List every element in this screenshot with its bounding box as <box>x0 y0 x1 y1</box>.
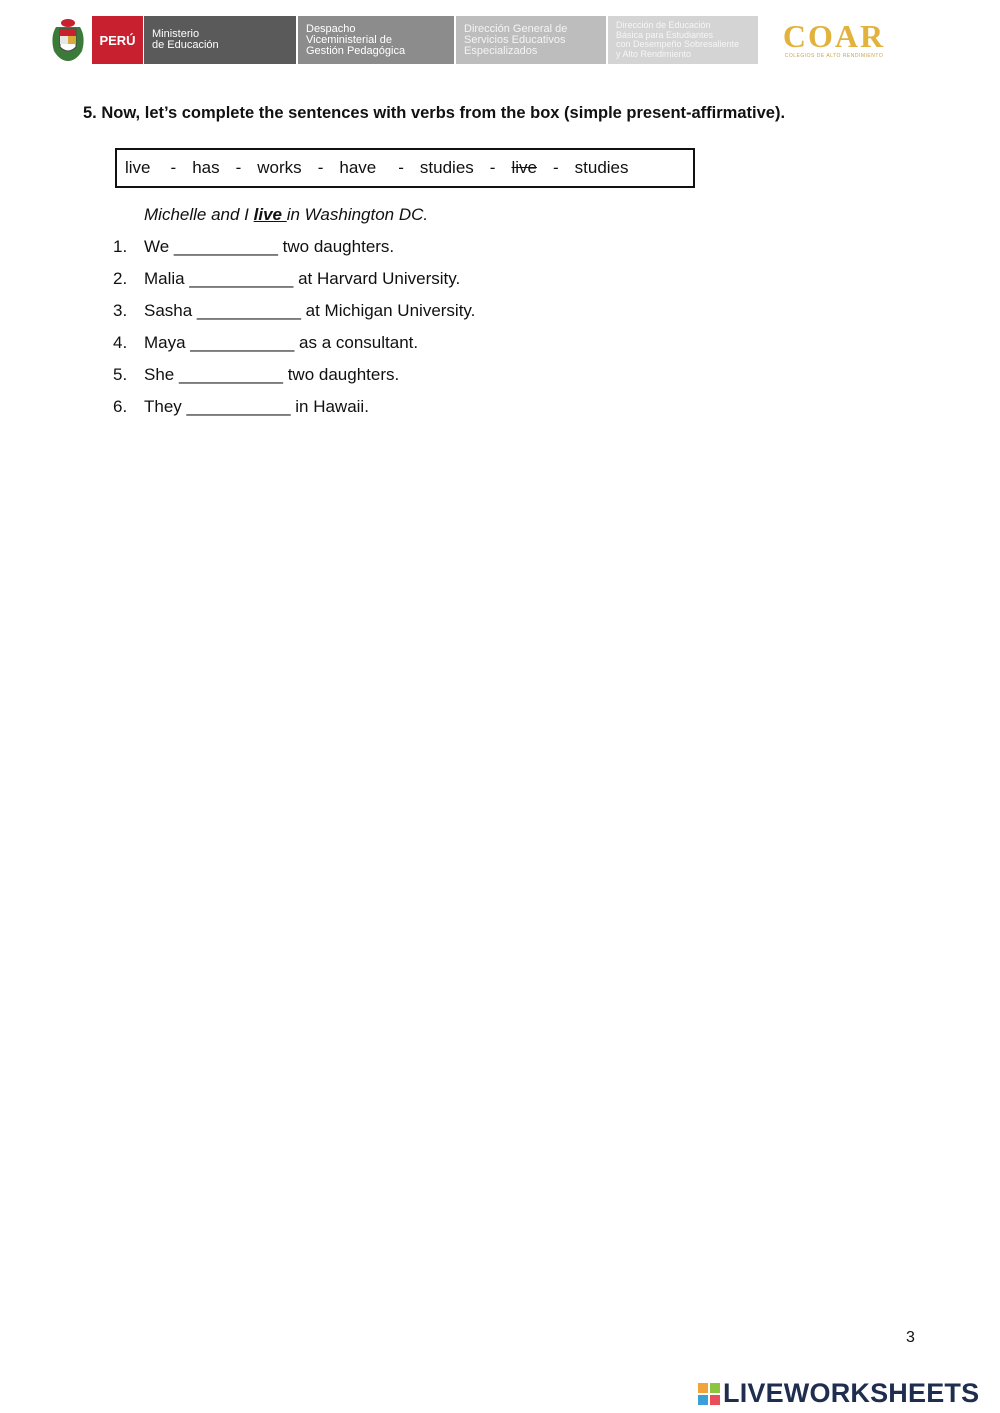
list-item <box>113 333 475 365</box>
verb-option: live <box>125 158 151 177</box>
logo-square <box>698 1395 708 1405</box>
example-text-before: Michelle and I <box>144 205 254 224</box>
example-sentence <box>144 205 428 225</box>
peru-coat-of-arms-icon <box>46 16 90 64</box>
list-item <box>113 397 475 429</box>
verb-box <box>115 148 695 188</box>
peru-label: PERÚ <box>92 16 144 64</box>
logo-square <box>710 1395 720 1405</box>
ministry-label: Ministerio de Educación <box>144 16 296 64</box>
verb-separator: - <box>170 158 177 177</box>
item-sentence[interactable]: Sasha ___________ at Michigan University. <box>144 301 476 320</box>
verb-separator: - <box>489 158 496 177</box>
coar-tagline: COLEGIOS DE ALTO RENDIMIENTO <box>784 53 884 59</box>
list-item <box>113 301 475 333</box>
coar-wordmark: COAR <box>782 18 886 54</box>
exercise-instruction: 5. Now, let’s complete the sentences with verbs from the box (simple present-affirmative). <box>83 104 786 122</box>
item-number: 4. <box>113 333 128 352</box>
verb-option: studies <box>574 158 629 177</box>
verb-option: works <box>257 158 302 177</box>
verb-separator: - <box>552 158 559 177</box>
item-number: 3. <box>113 301 128 320</box>
logo-square <box>710 1383 720 1393</box>
verb-separator: - <box>398 158 404 177</box>
verb-separator: - <box>235 158 242 177</box>
item-sentence[interactable]: She ___________ two daughters. <box>144 365 400 384</box>
list-item <box>113 269 475 301</box>
page-number: 3 <box>906 1329 915 1346</box>
item-sentence[interactable]: Malia ___________ at Harvard University. <box>144 269 461 288</box>
verb-option: have <box>339 158 377 177</box>
sentence-list <box>113 237 475 429</box>
item-sentence[interactable]: They ___________ in Hawaii. <box>144 397 369 416</box>
item-number: 1. <box>113 237 128 256</box>
institutional-header <box>46 16 890 64</box>
example-text-after: in Washington DC. <box>286 205 429 224</box>
logo-square <box>698 1383 708 1393</box>
item-number: 2. <box>113 269 128 288</box>
list-item <box>113 237 475 269</box>
verb-option: has <box>192 158 220 177</box>
verb-option: live <box>511 158 537 177</box>
verb-option: studies <box>419 158 474 177</box>
item-sentence[interactable]: Maya ___________ as a consultant. <box>144 333 419 352</box>
vice-ministry-label: Despacho Viceministerial de Gestión Pedagógica <box>298 16 454 64</box>
verb-separator: - <box>317 158 324 177</box>
item-number: 6. <box>113 397 128 416</box>
general-directorate-label: Dirección General de Servicios Educativos Especializados <box>456 16 606 64</box>
item-sentence[interactable]: We ___________ two daughters. <box>144 237 395 256</box>
list-item <box>113 365 475 397</box>
coar-logo <box>778 16 890 64</box>
liveworksheets-wordmark: LIVEWORKSHEETS <box>723 1378 980 1408</box>
liveworksheets-logo[interactable] <box>698 1378 979 1409</box>
example-answer: live <box>253 205 287 224</box>
education-directorate-label: Dirección de Educación Básica para Estudiantes con Desempeño Sobresaliente y Alto Rendimiento <box>608 16 758 64</box>
item-number: 5. <box>113 365 128 384</box>
liveworksheets-grid-icon <box>698 1383 720 1405</box>
